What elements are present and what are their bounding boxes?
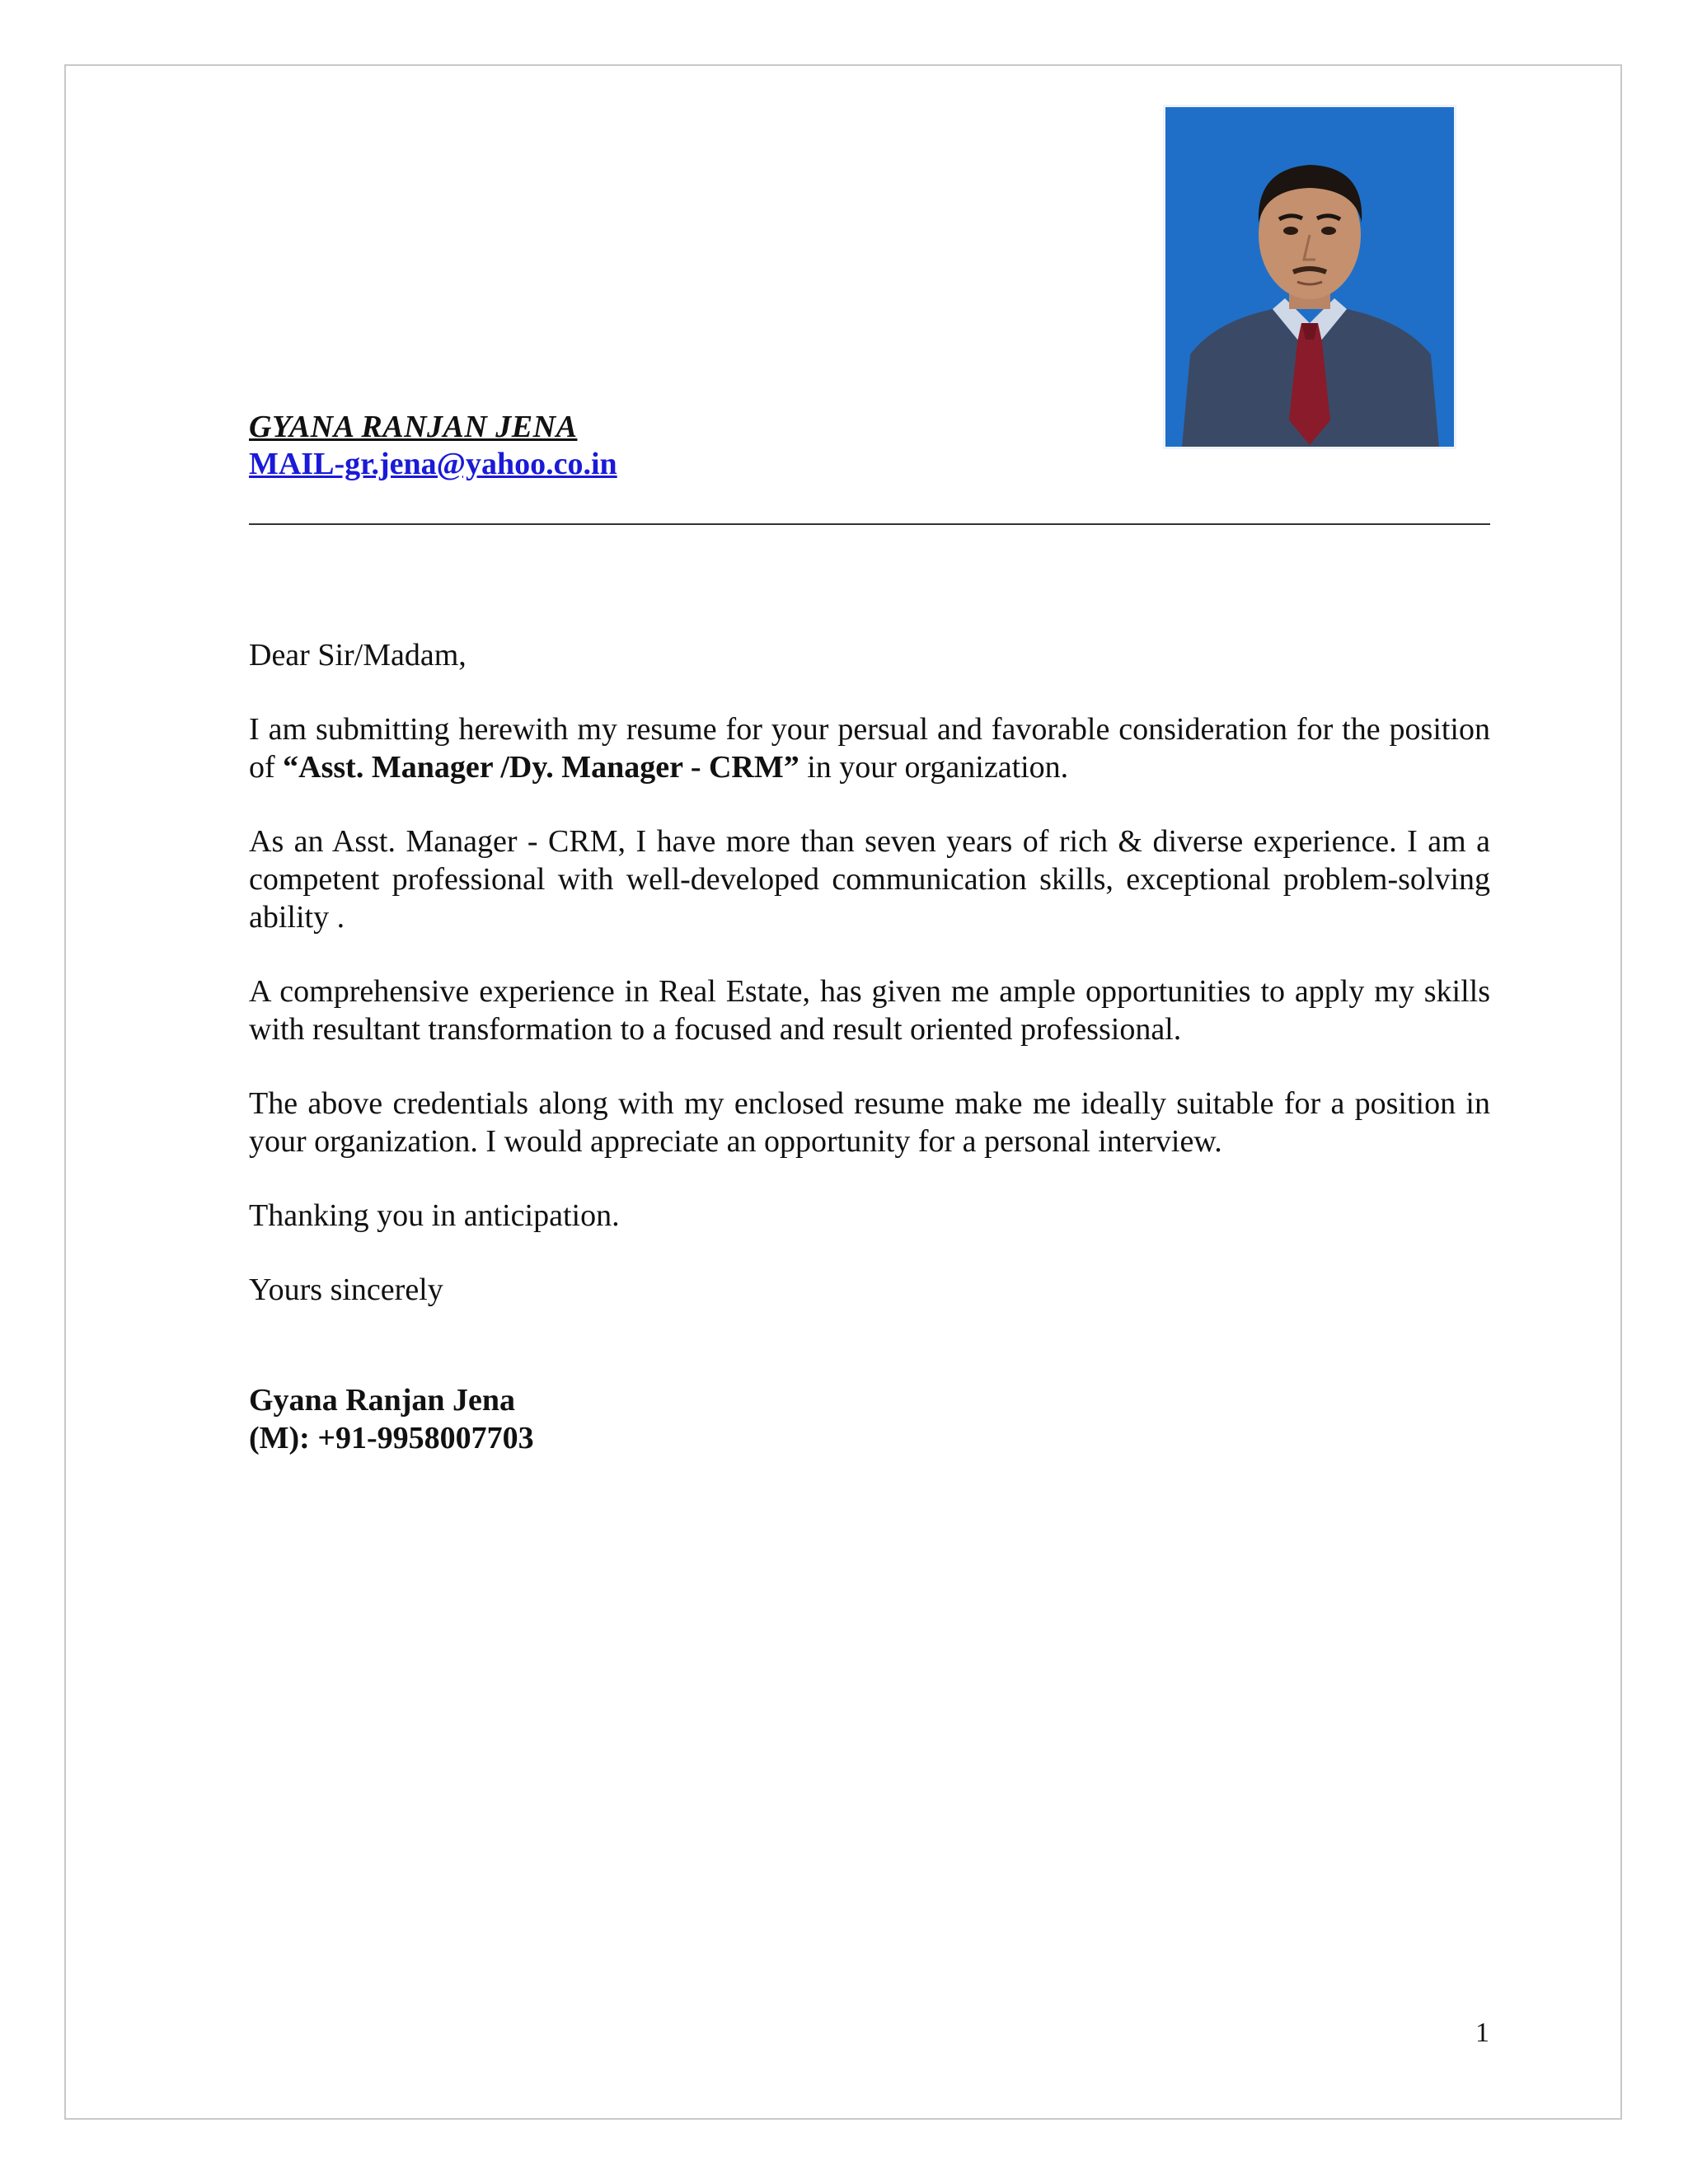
signature-mobile: (M): +91-9958007703 <box>249 1421 534 1455</box>
paragraph-experience: As an Asst. Manager - CRM, I have more than seven years of rich & diverse experience. I am a competent professional with well-developed communication skills, exceptional problem-solving ability . <box>249 824 1490 935</box>
email-link[interactable]: MAIL-gr.jena@yahoo.co.in <box>249 447 617 481</box>
header-divider <box>249 523 1490 525</box>
cover-letter-body <box>249 636 1490 1345</box>
thanks-line: Thanking you in anticipation. <box>249 1198 620 1233</box>
salutation: Dear Sir/Madam, <box>249 638 467 673</box>
signature-name: Gyana Ranjan Jena <box>249 1383 516 1418</box>
position-title: “Asst. Manager /Dy. Manager - CRM” <box>283 750 799 785</box>
paragraph-credentials: The above credentials along with my enclosed resume make me ideally suitable for a position in your organization. I would appreciate an opportunity for a personal interview. <box>249 1086 1490 1159</box>
signature-block <box>249 1381 534 1457</box>
paragraph-position <box>249 710 1490 786</box>
paragraph-position-text: I am submitting herewith my resume for your persual and favorable consideration for the position of <box>249 712 1490 785</box>
paragraph-position-tail: in your organization. <box>799 750 1069 785</box>
portrait-photo <box>1165 107 1454 447</box>
paragraph-real-estate: A comprehensive experience in Real Estate, has given me ample opportunities to apply my skills with resultant transformation to a focused and result oriented professional. <box>249 974 1490 1047</box>
closing-line: Yours sincerely <box>249 1272 443 1307</box>
applicant-name-heading: GYANA RANJAN JENA <box>249 410 578 444</box>
page-number: 1 <box>1475 2018 1489 2048</box>
